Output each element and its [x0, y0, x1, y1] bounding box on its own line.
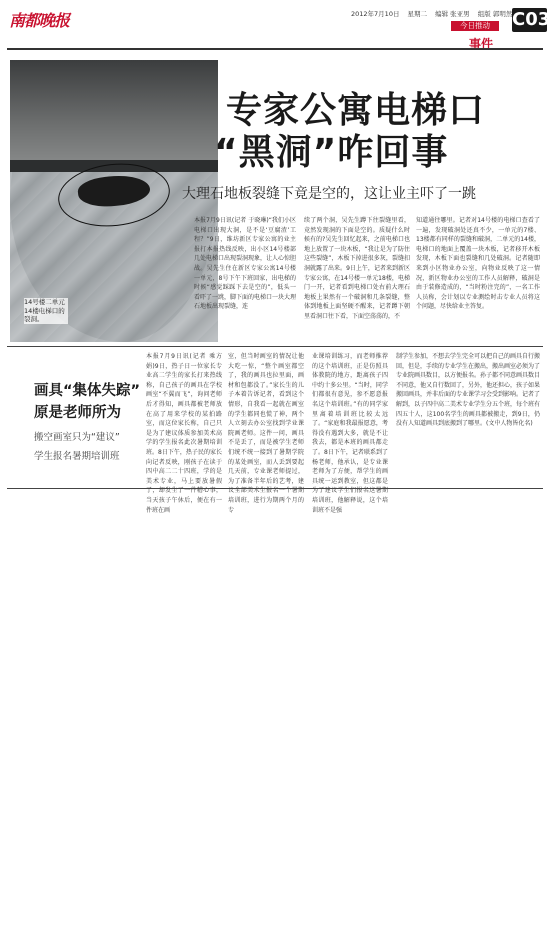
article-column-5: 室，但当时画室的情况让他大吃一惊，“整个画室都空了，我的画具也拉里面，画材和包都没了。”家长生的儿子本着告诉记者，看到这个情形，自我看一起就在画室的学生都同也慌了神，两个人立刻去办公室找到学业课院画老师。这件一问，画具不是丢了，而是被学生老师们统不统一接到了暑期学院的某处画室，而人丢到要起几天前，专业课老师提过，为了准备半年后的艺考，建议全部美术生报名一个暑期培训班，进行为期两个月的专 — [228, 353, 304, 514]
dateline-layout: 组版 郭明然 — [477, 10, 513, 18]
masthead-rule — [7, 48, 543, 50]
article-column-6: 业课培训练习，而老师推荐的这个培训班，正是仿照具体教院的地方，距离孩子四中约十多公里。“当时，同学们都很有意见，参不愿意报名这个培训班。”有的同学家里离着培训班比较太远了。“家庭和我最报愿意，考得没有遇到大多，就是不让我去，都是本班的画具都走了。8日下午，记者联系到了杨老师，他承认，是专业课老师为了方便，帮学生的画具统一运到教室，但这都是为了建议学生们报名这暑期培训班，他解释说，这个培训班不是强 — [312, 353, 388, 514]
dateline — [351, 9, 518, 18]
sidebar-title-line1: 画具“集体失踪” — [34, 383, 141, 399]
article-column-4: 本报7月9日讯(记者 乘方娟)9日，热子日一位家长专业高二学生的家长打来热线称，自己孩子的画具在学校画室“不翼而飞”，询问老师后才得知，画具都被老师放在高了用来学校的某拍路室，而这位家长称，自己只是为了建议体质参加美术高学的学生报名此次暑期培训班。8日下午，热子民的家长向记者反映，刚孩子在读于四中高二二十四班，学的是美术专业，马上要放暑假了，却发生了一件糟心事，当天孩子午休后，便在有一件班在画 — [146, 353, 222, 514]
photo-caption: 14号楼二单元14楼电梯口的裂洞。 — [24, 298, 68, 324]
headline-line2: “黑洞”咋回事 — [214, 132, 449, 173]
sidebar-title — [34, 380, 140, 424]
article-column-3: 知道通往哪里。记者对14号楼的电梯口查看了一遍，发现破洞处还真不少，一单元的7楼、13楼都有同样的裂缝和破洞，二单元的14楼，电梯口的地面上覆盖一块木板，记者移开木板发现，木板下面也裂缝和几处破洞。记者随即来到小区物业办公室，向物业反映了这一情况，新区物业办公室的工作人员解释，破洞是由于装修造成的，“当时粉注完的”，一名工作人员称，会计划以专业测绘时击专业人员将这个问题，尽快给业主答复。 — [416, 217, 540, 311]
article-column-1: 本报7月9日讯(记者 于晓琳)“我们小区电梯口出现大洞，是不是‘豆腐渣’工程？”9日，维坊新区专家公寓的业主报打本报热线反映，出小区14号楼部几处电梯口出现裂洞现象，让人心惊胆战。吴先生住在新区专家公寓14号楼一单元，8号下午下班回家，出电梯的时候“感觉踩踩下去是空的”，低头一看吓了一跳，脚下面的电梯口一块大理石地板出现裂缝，连 — [194, 217, 297, 311]
page-bottom-rule — [7, 488, 543, 489]
photo-wall — [10, 60, 218, 170]
section-divider — [7, 346, 543, 347]
page-code: C03 — [512, 9, 550, 30]
dateline-date: 2012年7月10日 — [351, 10, 400, 18]
section-name: 事件 — [469, 37, 494, 51]
dateline-weekday: 星期二 — [407, 10, 428, 18]
headline-line1: 专家公寓电梯口 — [226, 90, 486, 131]
newspaper-logo: 南都晚报 — [9, 11, 70, 30]
sidebar-subtitle-line2: 学生报名暑期培训班 — [34, 451, 120, 462]
article-column-7: 制学生参加，不想去学生完全可以把自己的画具自行搬回，但是，手续的专业学生在搬出，搬出画室必须为了专业院画具数目，以方便报名。孙子都不同意画具数目不同意，他又自行数回了，另外，他还担心，孩子如果搬回画具，并非后面的专业课学习会受到影响。记者了解到，以子四中高二美术专业学生分五个班，每个班有四五十人，这100名学生的画具都被搬走，到9日，仍没有人知道画具到底搬到了哪里。(文中人物皆化名) — [396, 353, 541, 428]
section-tag: 今日推动 — [451, 21, 499, 31]
dateline-editor: 编辑 张亚男 — [435, 10, 470, 18]
article-column-2: 续了两个洞，吴先生蹲下往裂缝里看，竟然发现洞的下面是空的。质疑什么时候有的?吴先生回忆起来，之前电梯口也地上放置了一块木板，“我让是为了防住这些裂缝”，木板下掉进很多灰，裂缝扣洞就露了出来。9日上午，记者来到新区专家公寓，在14号楼一单元18楼，电梯门一开，记者看到电梯口处右前大理石地板上果然有一个破洞和几条裂缝，整体到地板上面坚硬不醒来，记者蹲下朝里看洞口往下看，下面空荡荡的，不 — [304, 217, 410, 320]
masthead — [7, 5, 550, 51]
sidebar-subtitle — [34, 428, 120, 466]
sidebar-title-line2: 原是老师所为 — [34, 405, 121, 421]
sidebar-subtitle-line1: 搬空画室只为“建议” — [34, 432, 120, 443]
subheadline: 大理石地板裂缝下竟是空的，这让业主吓了一跳 — [182, 186, 476, 202]
